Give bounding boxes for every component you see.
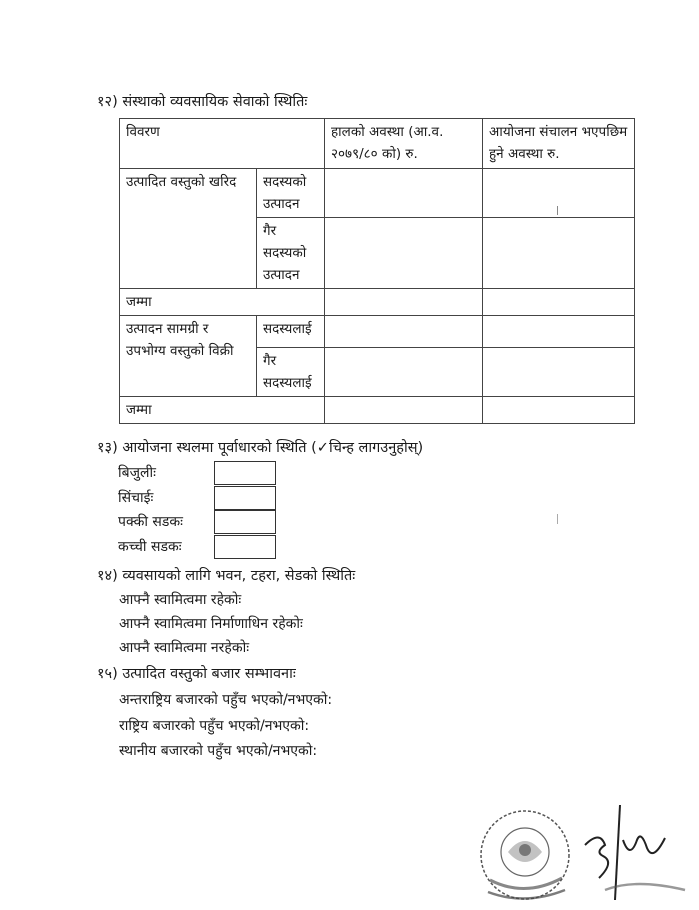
infra-dirt-road-label: कच्ची सडकः [118,539,182,555]
row-total-2: जम्मा [120,397,325,424]
cell-input[interactable] [325,218,483,289]
paved-road-checkbox[interactable] [214,510,276,534]
market-national-label: राष्ट्रिय बजारको पहुँच भएको/नभएको: [119,718,310,734]
row-member-production: सदस्यको उत्पादन [257,169,325,218]
section-13-heading: १३) आयोजना स्थलमा पूर्वाधारको स्थिति (✓चिन्ह लागउनुहोस्) [97,440,424,456]
cell-input[interactable] [483,316,635,348]
row-total-1: जम्मा [120,289,325,316]
cell-input[interactable] [483,169,635,218]
building-under-construction-label: आफ्नै स्वामित्वमा निर्माणाधिन रहेकोः [119,616,303,632]
header-after-project: आयोजना संचालन भएपछिम हुने अवस्था रु. [483,119,635,169]
cell-input[interactable] [483,218,635,289]
handwritten-signature [575,790,695,910]
cell-input[interactable] [325,169,483,218]
cell-input[interactable] [483,289,635,316]
building-not-owned-label: आफ्नै स्वामित्वमा नरहेकोः [119,640,250,656]
section-15-heading: १५) उत्पादित वस्तुको बजार सम्भावनाः [97,666,296,682]
electricity-checkbox[interactable] [214,461,276,485]
row-to-member: सदस्यलाई [257,316,325,348]
office-seal-stamp [470,800,580,910]
row-to-nonmember: गैर सदस्यलाई [257,348,325,397]
section-12-heading: १२) संस्थाको व्यवसायिक सेवाको स्थितिः [97,94,308,110]
infra-electricity-label: बिजुलीः [118,465,156,481]
cell-input[interactable] [325,316,483,348]
section-14-heading: १४) व्यवसायको लागि भवन, टहरा, सेडको स्थितिः [97,568,356,584]
row-sales-label: उत्पादन सामग्री र उपभोग्य वस्तुको विक्री [120,316,257,397]
cell-input[interactable] [483,397,635,424]
header-current-status: हालको अवस्था (आ.व. २०७९/८० को) रु. [325,119,483,169]
building-owned-label: आफ्नै स्वामित्वमा रहेकोः [119,592,242,608]
cell-input[interactable] [483,348,635,397]
infra-paved-road-label: पक्की सडकः [118,514,183,530]
market-local-label: स्थानीय बजारको पहुँच भएको/नभएको: [119,743,318,759]
stray-mark [557,514,558,524]
stray-mark [557,206,558,215]
infra-irrigation-label: सिंचाईः [118,490,154,506]
cell-input[interactable] [325,397,483,424]
irrigation-checkbox[interactable] [214,486,276,510]
header-details: विवरण [120,119,325,169]
cell-input[interactable] [325,348,483,397]
cell-input[interactable] [325,289,483,316]
row-nonmember-production: गैर सदस्यको उत्पादन [257,218,325,289]
market-international-label: अन्तराष्ट्रिय बजारको पहुँच भएको/नभएको: [119,692,333,708]
row-purchase-label: उत्पादित वस्तुको खरिद [120,169,257,289]
dirt-road-checkbox[interactable] [214,535,276,559]
business-service-table [119,118,635,424]
